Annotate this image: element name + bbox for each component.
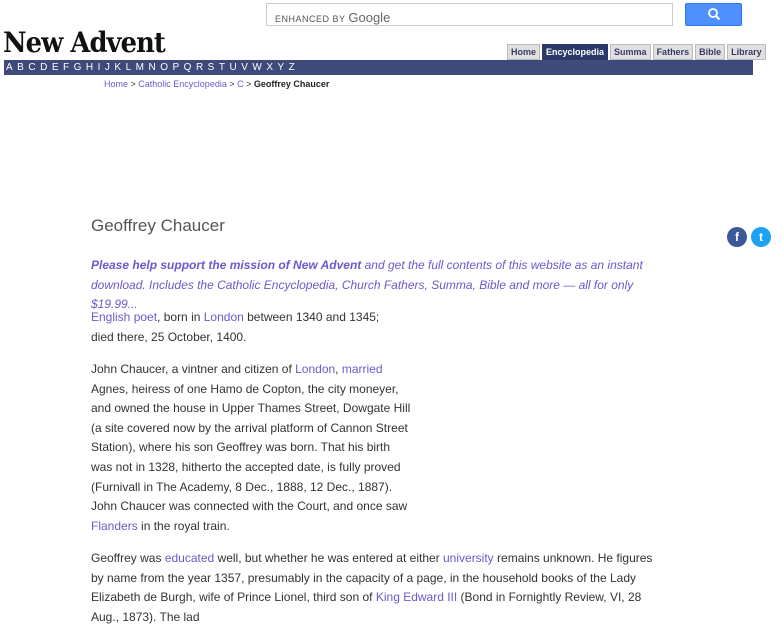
link-london[interactable]: London [295,362,336,376]
breadcrumb-separator: > [128,79,139,89]
alpha-link-x[interactable]: X [266,62,273,73]
promo-rest[interactable]: and get the full contents of this website as an instant download. Includes the Catholic Encyclopedia, Church Fathers, Summa, Bible and more — all for only $19.99... [91,258,643,312]
breadcrumb-home[interactable]: Home [104,79,129,89]
alpha-link-a[interactable]: A [6,62,13,73]
facebook-icon[interactable]: f [727,227,747,247]
tab-home[interactable]: Home [507,44,540,60]
tab-fathers[interactable]: Fathers [653,44,694,60]
tab-bible[interactable]: Bible [695,44,725,60]
alpha-link-o[interactable]: O [160,62,168,73]
link-king-edward-iii[interactable]: King Edward III [375,590,458,605]
promo-text[interactable] [91,256,661,315]
breadcrumb-encyclopedia[interactable]: Catholic Encyclopedia [138,79,227,89]
alpha-link-d[interactable]: D [40,62,48,73]
alpha-link-e[interactable]: E [51,62,59,73]
tab-summa[interactable]: Summa [610,44,651,60]
alpha-link-v[interactable]: V [241,62,248,73]
text: Agnes, heiress of one Hamo de Copton, the city moneyer, and owned the house in Upper Thames Street, Dowgate Hill (a site covered now by the arrival platform of Cannon Street Station), where his son Geoffrey was born. That his birth was not in 1328, hitherto the accepted date, is fully proved (Furnivall in The Academy, 8 Dec., 1888, 12 Dec., 1887). John Chaucer was connected with the Court, and once saw [91,381,411,514]
breadcrumb-current: Geoffrey Chaucer [253,79,330,89]
link-english-poet[interactable]: English poet [91,310,158,324]
text: between 1340 and 1345; died there, 25 October, 1400. [91,310,380,344]
alpha-link-h[interactable]: H [85,62,94,73]
tab-library[interactable]: Library [727,44,766,60]
alpha-link-s[interactable]: S [207,62,215,73]
link-married[interactable]: married [341,362,383,376]
alpha-link-f[interactable]: F [62,62,70,73]
breadcrumb-separator: > [226,79,238,89]
search-input[interactable] [266,3,673,26]
link-educated[interactable]: educated [164,551,215,565]
breadcrumb [104,79,329,89]
alpha-link-m[interactable]: M [135,62,144,73]
alpha-link-r[interactable]: R [195,62,204,73]
tab-encyclopedia[interactable]: Encyclopedia [542,44,608,60]
alpha-link-g[interactable]: G [73,62,82,73]
text: (Bond in Fornightly Review, VI, 28 Aug., 1873). The lad [91,590,642,624]
text: Geoffrey was [91,551,165,565]
alpha-link-q[interactable]: Q [183,62,192,73]
search-button[interactable] [685,3,742,26]
site-logo[interactable]: New Advent [3,26,165,59]
text: , [335,362,342,376]
alpha-link-t[interactable]: T [218,62,225,73]
text: , born in [157,310,204,324]
breadcrumb-letter[interactable]: C [237,79,244,89]
twitter-icon[interactable]: t [751,227,771,247]
alpha-link-y[interactable]: Y [277,62,285,73]
text: in the royal train. [137,518,230,533]
text: well, but whether he was entered at either [214,551,443,565]
search-icon [686,4,743,25]
alpha-link-p[interactable]: P [172,62,180,73]
paragraph-1 [91,308,401,347]
alpha-link-l[interactable]: L [125,62,132,73]
alpha-link-w[interactable]: W [252,62,262,73]
text: remains unknown. He figures by name from the year 1357, presumably in the capacity of a page, in the household books of the Lady Elizabeth de Burgh, wife of Prince Lionel, third son of [91,551,653,605]
top-nav [507,44,766,60]
search-label: ENHANCED BY Google [275,10,391,25]
breadcrumb-separator: > [243,79,254,89]
link-london[interactable]: London [203,310,244,324]
link-flanders[interactable]: Flanders [91,518,138,533]
alpha-link-j[interactable]: J [104,62,110,73]
paragraph-3 [91,549,666,627]
text: John Chaucer, a vintner and citizen of [91,362,296,376]
alpha-link-c[interactable]: C [28,62,36,73]
page-title: Geoffrey Chaucer [91,216,225,235]
alpha-link-n[interactable]: N [148,62,156,73]
alphabet-nav [4,60,753,75]
alpha-link-i[interactable]: I [97,62,101,73]
alpha-link-k[interactable]: K [114,62,122,73]
paragraph-2 [91,360,411,536]
alpha-link-b[interactable]: B [17,62,24,73]
link-university[interactable]: university [443,551,494,565]
alpha-link-z[interactable]: Z [288,62,295,73]
alpha-link-u[interactable]: U [229,62,237,73]
promo-bold[interactable]: Please help support the mission of New Advent [91,258,362,272]
